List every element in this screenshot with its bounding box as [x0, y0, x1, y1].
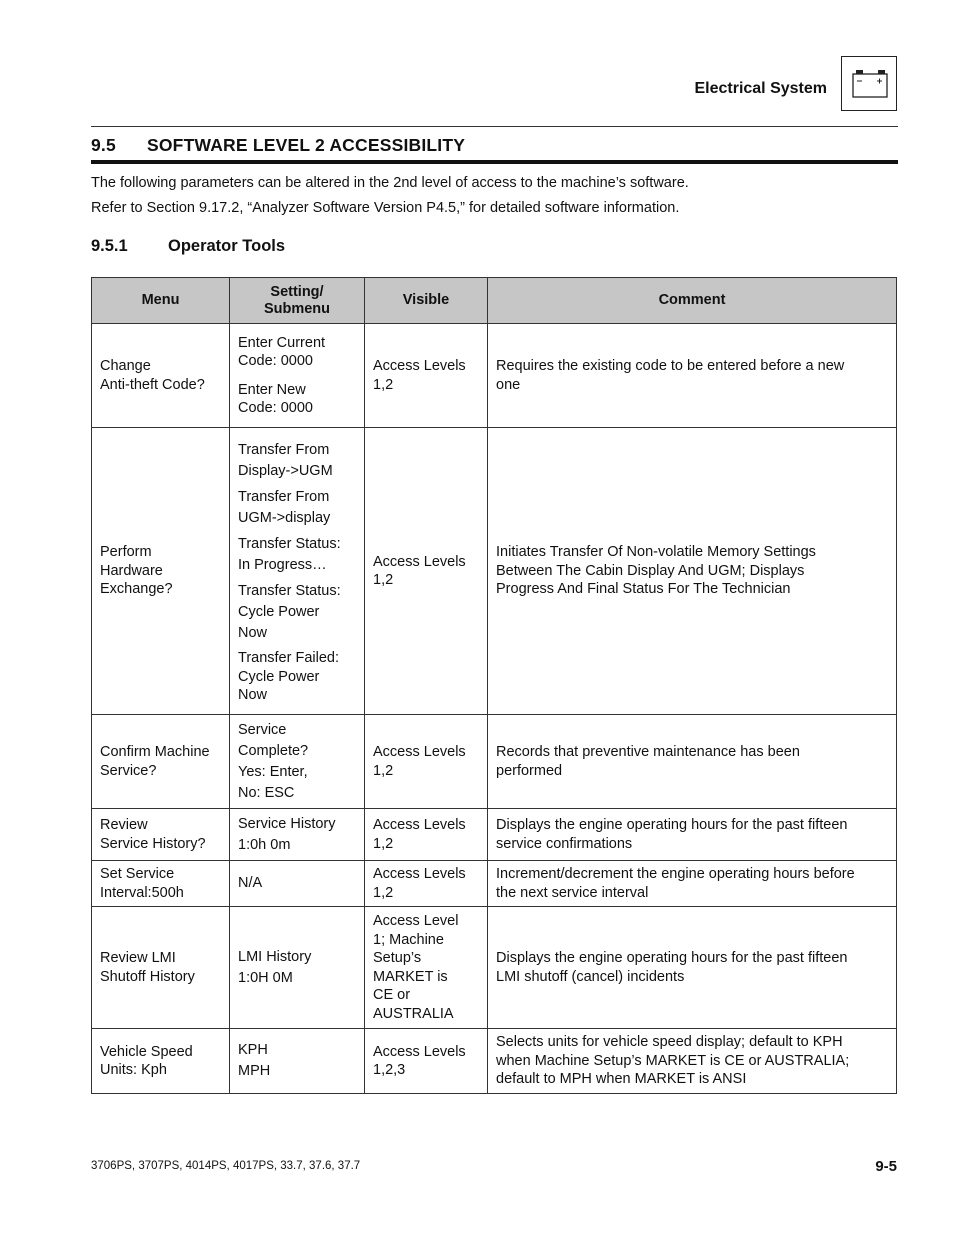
menu-text: Review LMI — [100, 950, 176, 966]
setting-group — [238, 581, 356, 644]
visible-text: 1,2,3 — [373, 1062, 406, 1078]
menu-text: Shutoff History — [100, 968, 195, 985]
setting-cell — [230, 715, 365, 809]
setting-text: Enter Current — [238, 334, 326, 351]
comment-text: one — [496, 376, 521, 393]
comment-cell — [488, 324, 897, 428]
visible-cell — [365, 715, 488, 809]
setting-text: In Progress… — [238, 557, 327, 574]
setting-text: Code: 0000 — [238, 353, 313, 369]
column-header-setting — [230, 278, 365, 324]
comment-text: service confirmations — [496, 835, 633, 852]
comment-cell — [488, 428, 897, 715]
visible-text: Setup’s — [373, 950, 422, 966]
setting-text: Transfer From — [238, 442, 330, 459]
setting-text: Service — [238, 721, 287, 738]
comment-text: the next service interval — [496, 884, 649, 901]
comment-text: Progress And Final Status For The Technician — [496, 581, 791, 598]
menu-cell — [92, 809, 230, 861]
menu-text: Exchange? — [100, 581, 173, 598]
column-header-setting-line: Setting/ — [270, 283, 324, 300]
setting-text: LMI History — [238, 948, 312, 965]
menu-text: Review — [100, 817, 148, 833]
subsection-heading — [91, 237, 285, 256]
comment-cell — [488, 907, 897, 1029]
setting-text: Transfer Failed: — [238, 650, 339, 667]
setting-text: Now — [238, 625, 268, 642]
column-header-menu: Menu — [92, 278, 230, 324]
section-number: 9.5 — [91, 135, 116, 155]
operator-tools-table — [91, 277, 897, 1094]
setting-text: N/A — [238, 875, 263, 892]
comment-text: Between The Cabin Display And UGM; Displays — [496, 562, 805, 579]
table-row — [92, 715, 897, 809]
comment-text: LMI shutoff (cancel) incidents — [496, 968, 685, 985]
table-row — [92, 428, 897, 715]
setting-text: MPH — [238, 1063, 271, 1079]
visible-text: Access Level — [373, 913, 459, 929]
visible-cell — [365, 861, 488, 907]
setting-text: No: ESC — [238, 784, 295, 801]
comment-text: default to MPH when MARKET is ANSI — [496, 1071, 747, 1088]
setting-text: Service History — [238, 815, 336, 832]
setting-group — [238, 440, 356, 482]
table-row — [92, 809, 897, 861]
visible-text: 1,2 — [373, 376, 394, 393]
visible-text: CE or — [373, 987, 411, 1003]
setting-text: Transfer Status: — [238, 536, 341, 553]
setting-text: Cycle Power — [238, 668, 320, 685]
menu-cell — [92, 324, 230, 428]
setting-text: KPH — [238, 1042, 268, 1058]
menu-text: Anti-theft Code? — [100, 376, 205, 393]
menu-text: Vehicle Speed — [100, 1043, 193, 1060]
setting-text: Transfer From — [238, 489, 330, 506]
intro-paragraph: The following parameters can be altered in the 2nd level of access to the machine’s software. — [91, 175, 689, 191]
subsection-title: Operator Tools — [168, 237, 286, 255]
subsection-number: 9.5.1 — [91, 237, 128, 255]
visible-text: 1,2 — [373, 572, 394, 588]
visible-text: 1; Machine — [373, 931, 444, 948]
comment-text: performed — [496, 762, 563, 779]
section-title: SOFTWARE LEVEL 2 ACCESSIBILITY — [147, 135, 466, 155]
table-row — [92, 1029, 897, 1094]
table-row — [92, 861, 897, 907]
section-label: Electrical System — [694, 80, 827, 97]
setting-group — [238, 487, 356, 529]
setting-text: 1:0h 0m — [238, 836, 291, 853]
menu-cell — [92, 1029, 230, 1094]
setting-cell — [230, 861, 365, 907]
comment-text: Displays the engine operating hours for the past fifteen — [496, 817, 848, 833]
setting-text: Display->UGM — [238, 463, 333, 480]
battery-icon — [841, 56, 897, 111]
menu-text: Set Service — [100, 866, 175, 882]
page-number: 9-5 — [875, 1158, 897, 1175]
column-header-comment: Comment — [488, 278, 897, 324]
menu-text: Units: Kph — [100, 1062, 167, 1078]
heading-rule — [91, 160, 898, 164]
table-row — [92, 907, 897, 1029]
setting-text: Transfer Status: — [238, 583, 341, 600]
visible-text: Access Levels — [373, 866, 466, 882]
visible-text: AUSTRALIA — [373, 1005, 454, 1022]
setting-text: UGM->display — [238, 510, 331, 527]
visible-cell — [365, 428, 488, 715]
menu-cell — [92, 861, 230, 907]
menu-text: Service? — [100, 762, 157, 779]
comment-cell — [488, 1029, 897, 1094]
menu-cell — [92, 907, 230, 1029]
visible-text: Access Levels — [373, 744, 466, 760]
menu-text: Perform — [100, 544, 152, 561]
menu-cell — [92, 715, 230, 809]
table-row — [92, 324, 897, 428]
comment-text: Initiates Transfer Of Non-volatile Memory Settings — [496, 544, 816, 561]
column-header-setting-line: Submenu — [263, 300, 331, 317]
setting-cell — [230, 324, 365, 428]
comment-text: Requires the existing code to be entered before a new — [496, 358, 845, 374]
column-header-visible: Visible — [365, 278, 488, 324]
setting-group — [238, 649, 356, 705]
footer-models: 3706PS, 3707PS, 4014PS, 4017PS, 33.7, 37.6, 37.7 — [91, 1160, 361, 1172]
setting-text: Cycle Power — [238, 604, 320, 621]
comment-cell — [488, 809, 897, 861]
visible-text: 1,2 — [373, 884, 394, 901]
visible-text: Access Levels — [373, 358, 466, 374]
table-header-row — [92, 278, 897, 324]
menu-text: Change — [100, 358, 151, 374]
comment-text: Selects units for vehicle speed display; default to KPH — [496, 1034, 843, 1051]
comment-text: Records that preventive maintenance has been — [496, 744, 800, 760]
comment-text: when Machine Setup’s MARKET is CE or AUSTRALIA; — [496, 1052, 850, 1069]
visible-text: Access Levels — [373, 817, 466, 833]
visible-text: MARKET is — [373, 968, 448, 985]
visible-cell — [365, 809, 488, 861]
visible-text: Access Levels — [373, 553, 466, 570]
setting-text: 1:0H 0M — [238, 969, 293, 986]
comment-text: Displays the engine operating hours for the past fifteen — [496, 950, 848, 966]
section-heading — [91, 135, 465, 156]
visible-cell — [365, 1029, 488, 1094]
menu-text: Hardware — [100, 562, 163, 579]
comment-text: Increment/decrement the engine operating hours before — [496, 866, 855, 882]
setting-cell — [230, 1029, 365, 1094]
menu-text: Interval:500h — [100, 884, 184, 901]
header-rule — [91, 126, 898, 127]
setting-text: Code: 0000 — [238, 400, 313, 416]
setting-cell — [230, 907, 365, 1029]
visible-text: 1,2 — [373, 835, 394, 852]
setting-text: Yes: Enter, — [238, 763, 308, 780]
reference-paragraph: Refer to Section 9.17.2, “Analyzer Software Version P4.5,” for detailed software information. — [91, 200, 680, 216]
comment-cell — [488, 715, 897, 809]
setting-cell — [230, 428, 365, 715]
menu-text: Confirm Machine — [100, 744, 210, 760]
setting-group — [238, 534, 356, 576]
setting-text: Now — [238, 687, 268, 704]
setting-text: Complete? — [238, 742, 309, 759]
setting-text: Enter New — [238, 381, 306, 398]
visible-text: Access Levels — [373, 1043, 466, 1060]
visible-cell — [365, 907, 488, 1029]
visible-cell — [365, 324, 488, 428]
menu-cell — [92, 428, 230, 715]
menu-text: Service History? — [100, 835, 206, 852]
setting-cell — [230, 809, 365, 861]
comment-cell — [488, 861, 897, 907]
visible-text: 1,2 — [373, 762, 394, 779]
